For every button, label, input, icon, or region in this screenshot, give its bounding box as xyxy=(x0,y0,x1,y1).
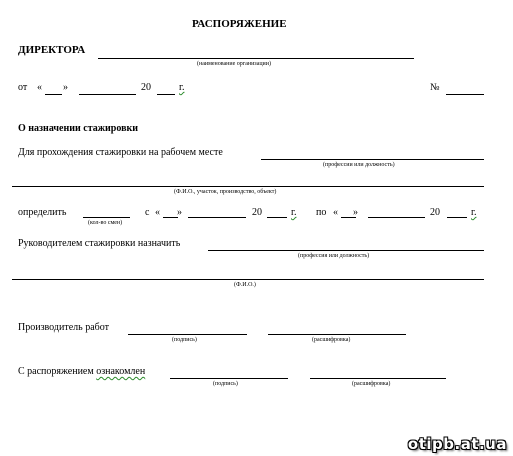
date-year-suffix: г. xyxy=(179,82,185,93)
date-from-label: от xyxy=(18,82,28,93)
workplace-label: Для прохождения стажировки на рабочем месте xyxy=(18,147,223,158)
foreman-signature-caption: (подпись) xyxy=(172,337,197,343)
watermark-text: otipb.at.ua xyxy=(407,435,507,453)
period-to-year-prefix: 20 xyxy=(430,207,440,218)
period-from-quote-open: « xyxy=(155,207,160,218)
organization-line[interactable] xyxy=(98,58,414,59)
subject-heading: О назначении стажировки xyxy=(18,123,139,134)
foreman-label: Производитель работ xyxy=(18,322,109,333)
period-from-year-line[interactable] xyxy=(267,217,287,218)
supervisor-profession-line[interactable] xyxy=(208,250,484,251)
director-label: ДИРЕКТОРА xyxy=(18,44,86,56)
supervisor-name-line[interactable] xyxy=(12,279,484,280)
period-to-quote-close: » xyxy=(353,207,358,218)
foreman-decoding-line[interactable] xyxy=(268,334,406,335)
date-year-line[interactable] xyxy=(157,94,175,95)
workplace-profession-line[interactable] xyxy=(261,159,484,160)
organization-caption: (наименование организации) xyxy=(197,61,271,67)
shifts-count-line[interactable] xyxy=(83,217,130,218)
trainee-details-caption: (Ф.И.О., участок, производство, объект) xyxy=(174,189,277,195)
period-from-quote-close: » xyxy=(177,207,182,218)
number-line[interactable] xyxy=(446,94,484,95)
period-to-month-line[interactable] xyxy=(368,217,425,218)
period-label: определить xyxy=(18,207,67,218)
shifts-count-caption: (кол-во смен) xyxy=(88,220,123,226)
foreman-signature-line[interactable] xyxy=(128,334,247,335)
supervisor-profession-caption: (профессия или должность) xyxy=(298,253,370,259)
date-quote-close: » xyxy=(63,82,68,93)
number-sign: № xyxy=(430,82,440,93)
acknowledged-signature-caption: (подпись) xyxy=(213,381,238,387)
period-to-label: по xyxy=(316,207,327,218)
foreman-decoding-caption: (расшифровка) xyxy=(312,337,351,343)
period-to-quote-open: « xyxy=(333,207,338,218)
period-from-label: с xyxy=(145,207,150,218)
acknowledged-decoding-line[interactable] xyxy=(310,378,446,379)
period-from-year-prefix: 20 xyxy=(252,207,262,218)
acknowledged-label-prefix: С распоряжением xyxy=(18,366,94,377)
period-to-year-suffix: г. xyxy=(471,207,477,218)
date-month-line[interactable] xyxy=(79,94,136,95)
acknowledged-label xyxy=(18,367,145,377)
document-title: РАСПОРЯЖЕНИЕ xyxy=(192,18,287,30)
acknowledged-label-word: ознакомлен xyxy=(96,366,146,377)
date-quote-open: « xyxy=(37,82,42,93)
period-from-month-line[interactable] xyxy=(188,217,246,218)
date-day-line[interactable] xyxy=(45,94,62,95)
acknowledged-signature-line[interactable] xyxy=(170,378,288,379)
workplace-profession-caption: (профессии или должность) xyxy=(323,162,395,168)
period-from-year-suffix: г. xyxy=(291,207,297,218)
period-to-year-line[interactable] xyxy=(447,217,467,218)
acknowledged-decoding-caption: (расшифровка) xyxy=(352,381,391,387)
date-year-prefix: 20 xyxy=(141,82,151,93)
supervisor-label: Руководителем стажировки назначить xyxy=(18,238,181,249)
trainee-details-line[interactable] xyxy=(12,186,484,187)
supervisor-name-caption: (Ф.И.О.) xyxy=(234,282,256,288)
period-from-day-line[interactable] xyxy=(163,217,178,218)
